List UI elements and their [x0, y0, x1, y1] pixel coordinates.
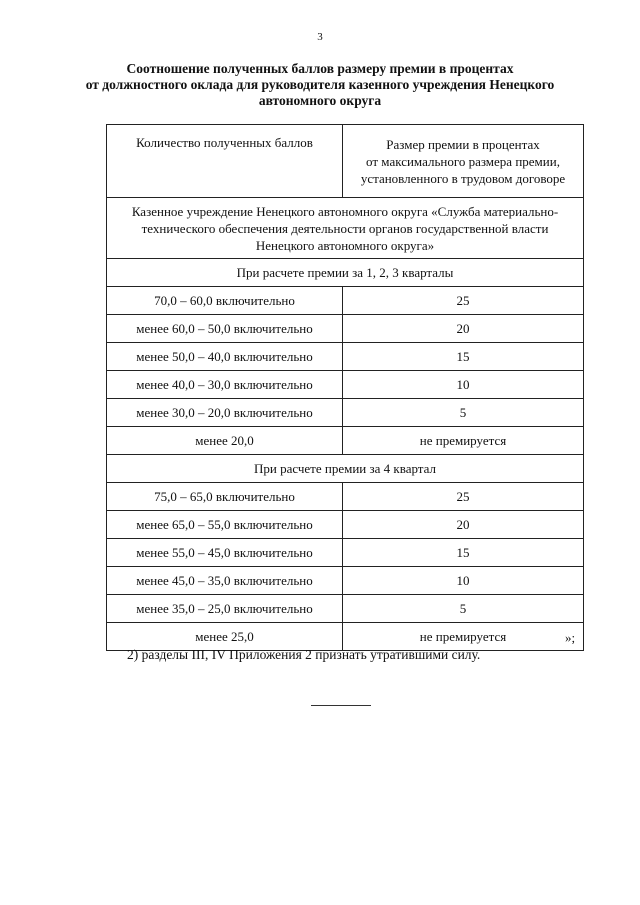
end-divider [311, 705, 371, 706]
bonus-cell: 5 [343, 399, 584, 427]
bonus-percentage-table [106, 124, 584, 651]
document-title [60, 61, 580, 109]
bonus-cell: 20 [343, 511, 584, 539]
organization-row [107, 198, 584, 259]
points-cell: 75,0 – 65,0 включительно [107, 483, 343, 511]
table-row [107, 483, 584, 511]
points-cell: менее 55,0 – 45,0 включительно [107, 539, 343, 567]
points-cell: менее 65,0 – 55,0 включительно [107, 511, 343, 539]
table-row [107, 399, 584, 427]
points-cell: менее 60,0 – 50,0 включительно [107, 315, 343, 343]
table-row [107, 287, 584, 315]
points-cell: менее 50,0 – 40,0 включительно [107, 343, 343, 371]
bonus-cell: 20 [343, 315, 584, 343]
organization-line-2: технического обеспечения деятельности органов государственной власти [141, 220, 549, 236]
points-cell: менее 40,0 – 30,0 включительно [107, 371, 343, 399]
bonus-cell: 5 [343, 595, 584, 623]
points-cell: менее 30,0 – 20,0 включительно [107, 399, 343, 427]
table-header-row [107, 125, 584, 198]
table-row [107, 315, 584, 343]
points-cell: 70,0 – 60,0 включительно [107, 287, 343, 315]
section-title-quarter-4: При расчете премии за 4 квартал [107, 455, 584, 483]
bonus-cell: 25 [343, 287, 584, 315]
bonus-cell: 25 [343, 483, 584, 511]
title-line-2: от должностного оклада для руководителя казенного учреждения Ненецкого [85, 77, 555, 92]
title-line-1: Соотношение полученных баллов размеру премии в процентах [126, 61, 514, 76]
title-line-3: автономного округа [258, 93, 382, 108]
bonus-cell: не премируется [343, 623, 584, 651]
table-row [107, 567, 584, 595]
header-bonus-column [343, 125, 584, 198]
organization-line-3: Ненецкого автономного округа» [255, 237, 435, 253]
header-bonus-line-2: от максимального размера премии, [366, 153, 560, 169]
page-number: 3 [317, 31, 323, 43]
points-cell: менее 45,0 – 35,0 включительно [107, 567, 343, 595]
section-title-quarters-1-3: При расчете премии за 1, 2, 3 кварталы [107, 259, 584, 287]
points-cell: менее 25,0 [107, 623, 343, 651]
section-row [107, 455, 584, 483]
table-row [107, 343, 584, 371]
table-row [107, 595, 584, 623]
header-bonus-line-3: установленного в трудовом договоре [360, 170, 566, 186]
bonus-cell: 15 [343, 343, 584, 371]
bonus-cell: 15 [343, 539, 584, 567]
header-points-column: Количество полученных баллов [107, 125, 343, 198]
bonus-cell: не премируется [343, 427, 584, 455]
points-cell: менее 20,0 [107, 427, 343, 455]
points-cell: менее 35,0 – 25,0 включительно [107, 595, 343, 623]
item-2-paragraph: 2) разделы III, IV Приложения 2 признать утратившими силу. [127, 647, 481, 662]
bonus-cell: 10 [343, 371, 584, 399]
closing-quote: »; [565, 630, 576, 645]
table-row [107, 539, 584, 567]
organization-cell [107, 198, 584, 259]
table-row [107, 511, 584, 539]
organization-line-1: Казенное учреждение Ненецкого автономного округа «Служба материально- [131, 203, 559, 219]
header-bonus-line-1: Размер премии в процентах [386, 136, 540, 152]
section-row [107, 259, 584, 287]
bonus-cell: 10 [343, 567, 584, 595]
table-row [107, 371, 584, 399]
table-row [107, 427, 584, 455]
